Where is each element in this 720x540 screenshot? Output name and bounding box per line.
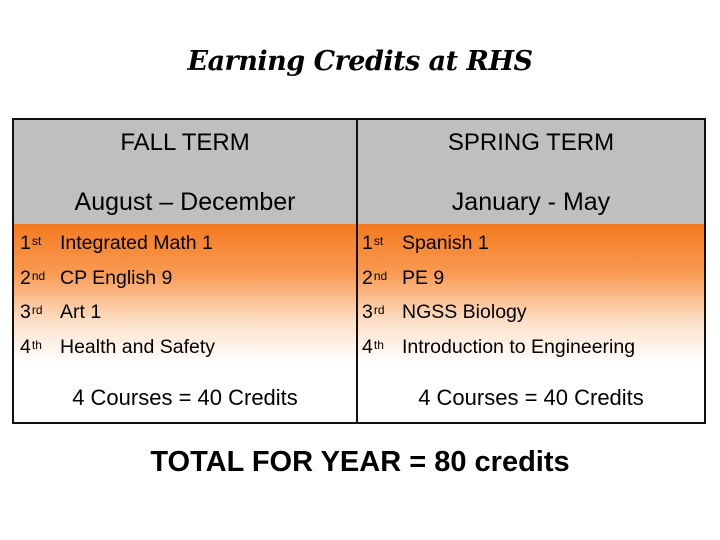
fall-term-heading: FALL TERM xyxy=(120,129,250,156)
list-item xyxy=(20,263,215,298)
list-item xyxy=(20,332,215,367)
spring-credits-summary: 4 Courses = 40 Credits xyxy=(418,385,644,410)
list-item xyxy=(20,297,215,332)
period-ordinal: 4th xyxy=(20,335,42,358)
spring-term-range: January - May xyxy=(451,188,611,216)
course-name: CP English 9 xyxy=(60,266,173,289)
course-name: Integrated Math 1 xyxy=(60,232,213,254)
period-ordinal: 1st xyxy=(20,232,42,254)
spring-course-list xyxy=(362,228,635,366)
spring-term-heading: SPRING TERM xyxy=(447,129,615,156)
course-name: Spanish 1 xyxy=(402,232,489,254)
page-title: Earning Credits at RHS xyxy=(187,46,533,77)
period-ordinal: 3rd xyxy=(20,301,43,323)
course-name: NGSS Biology xyxy=(402,301,527,323)
period-ordinal: 1st xyxy=(362,232,384,254)
credits-table xyxy=(12,118,706,424)
year-total: TOTAL FOR YEAR = 80 credits xyxy=(150,446,570,478)
list-item xyxy=(20,228,215,263)
course-name: Art 1 xyxy=(60,301,102,323)
course-name: Introduction to Engineering xyxy=(402,335,636,358)
column-divider xyxy=(356,120,358,422)
period-ordinal: 2nd xyxy=(20,266,46,289)
course-name: PE 9 xyxy=(402,266,445,289)
course-name: Health and Safety xyxy=(60,335,216,358)
list-item xyxy=(362,297,635,332)
fall-course-list xyxy=(20,228,215,366)
list-item xyxy=(362,332,635,367)
fall-credits-summary: 4 Courses = 40 Credits xyxy=(72,385,298,410)
fall-term-range: August – December xyxy=(74,188,296,216)
period-ordinal: 2nd xyxy=(362,266,388,289)
period-ordinal: 3rd xyxy=(362,301,385,323)
list-item xyxy=(362,228,635,263)
list-item xyxy=(362,263,635,298)
period-ordinal: 4th xyxy=(362,335,384,358)
